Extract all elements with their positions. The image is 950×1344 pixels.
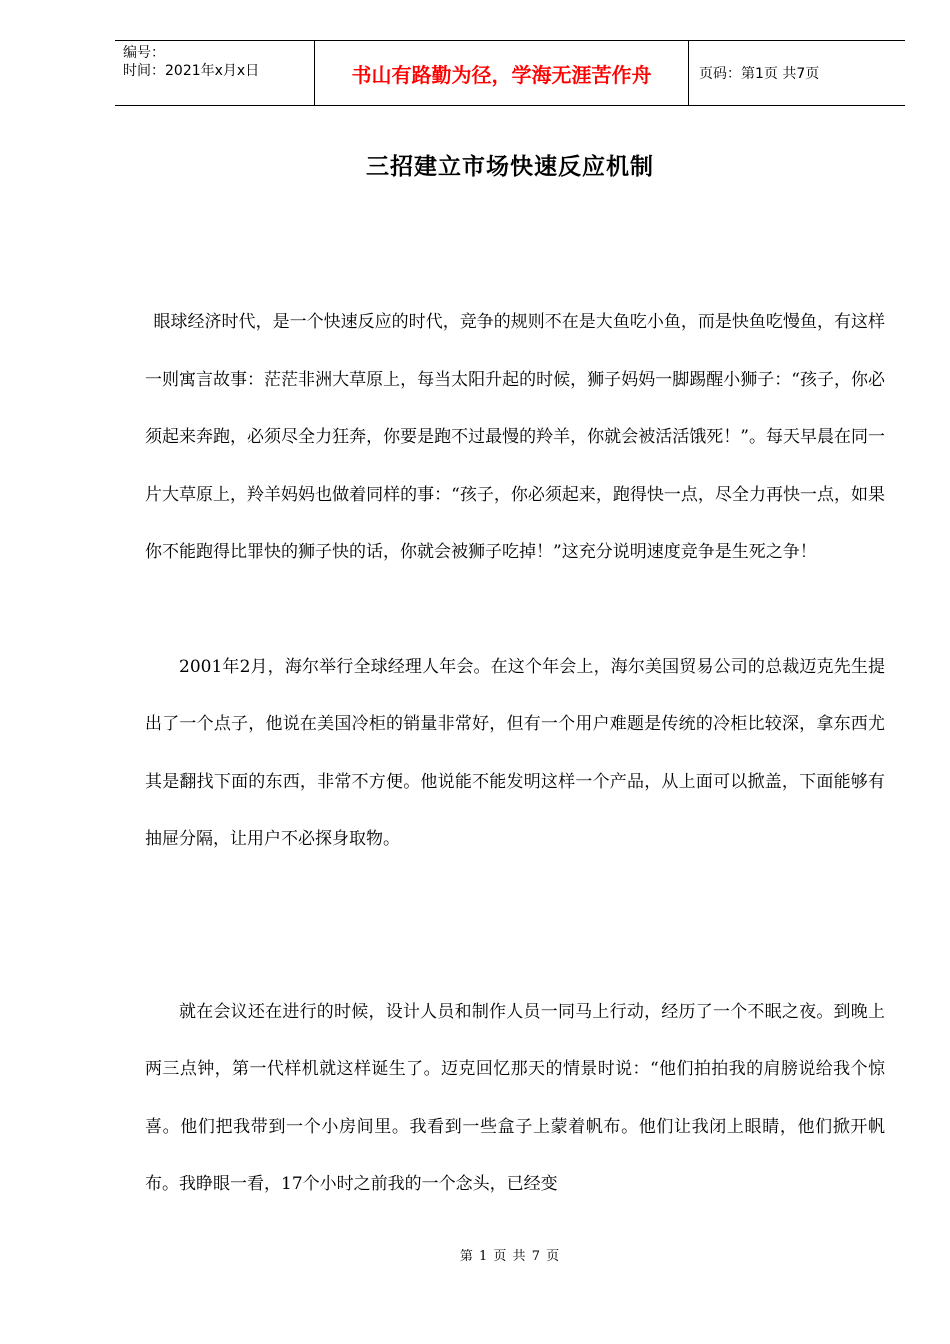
header-page-info: 页码：第1页 共7页	[699, 66, 820, 82]
page-footer: 第 1 页 共 7 页	[459, 1249, 561, 1264]
document-number-label: 编号：	[123, 45, 165, 61]
paragraph-3: 就在会议还在进行的时候，设计人员和制作人员一同马上行动，经历了一个不眠之夜。到晚上两三点钟，第一代样机就这样诞生了。迈克回忆那天的情景时说：“他们拍拍我的肩膀说给我个惊喜。他们把我带到一个小房间里。我看到一些盒子上蒙着帆布。他们让我闭上眼睛，他们掀开帆布。我睁眼一看，17个小时之前我的一个念头，已经变	[145, 1001, 885, 1194]
paragraph-spacer	[145, 582, 885, 639]
paragraph-spacer	[145, 869, 885, 984]
page-header	[115, 40, 905, 106]
paragraph-2: 2001年2月，海尔举行全球经理人年会。在这个年会上，海尔美国贸易公司的总裁迈克先生提出了一个点子，他说在美国冷柜的销量非常好，但有一个用户难题是传统的冷柜比较深，拿东西尤其是翻找下面的东西，非常不方便。他说能不能发明这样一个产品，从上面可以掀盖，下面能够有抽屉分隔，让用户不必探身取物。	[145, 656, 885, 849]
header-motto: 书山有路勤为径，学海无涯苦作舟	[315, 41, 689, 105]
document-title: 三招建立市场快速反应机制	[366, 153, 654, 180]
document-body	[145, 294, 885, 1214]
paragraph-1: 眼球经济时代，是一个快速反应的时代，竞争的规则不在是大鱼吃小鱼，而是快鱼吃慢鱼，有这样一则寓言故事：茫茫非洲大草原上，每当太阳升起的时候，狮子妈妈一脚踢醒小狮子：“孩子，你必须起来奔跑，必须尽全力狂奔，你要是跑不过最慢的羚羊，你就会被活活饿死！”。每天早晨在同一片大草原上，羚羊妈妈也做着同样的事：“孩子，你必须起来，跑得快一点，尽全力再快一点，如果你不能跑得比罪快的狮子快的话，你就会被狮子吃掉！”这充分说明速度竞争是生死之争！	[145, 312, 885, 562]
header-meta	[115, 41, 315, 105]
document-time-label: 时间：2021年x月x日	[123, 63, 260, 79]
